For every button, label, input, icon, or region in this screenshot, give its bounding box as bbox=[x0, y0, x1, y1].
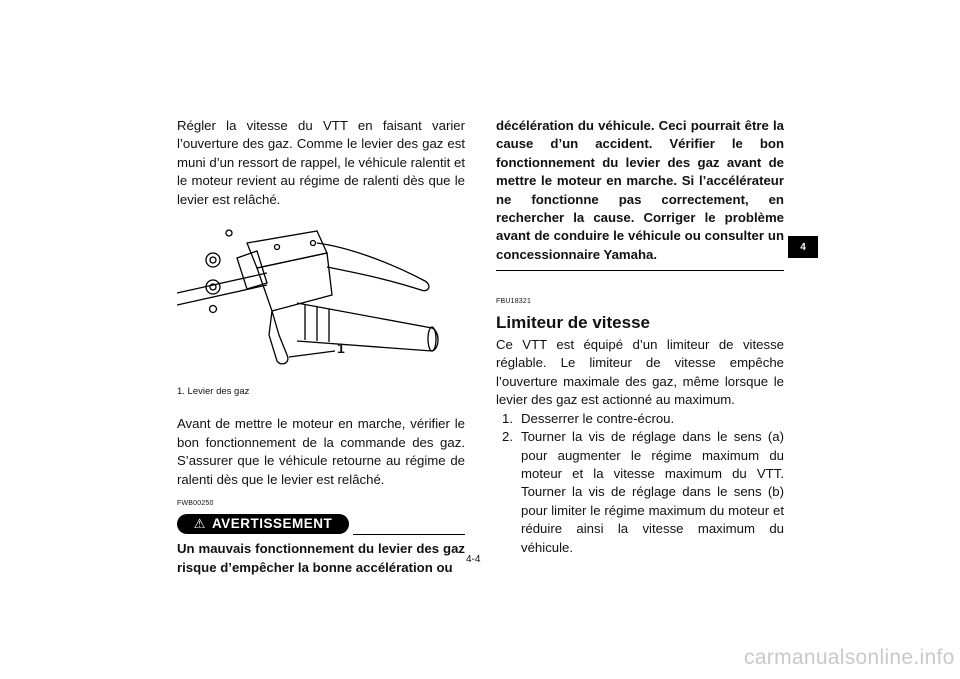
warning-end-rule bbox=[496, 270, 784, 271]
step-text: Desserrer le contre-écrou. bbox=[521, 410, 675, 426]
list-item bbox=[496, 410, 784, 428]
step-number: 1. bbox=[502, 410, 513, 426]
warning-badge bbox=[177, 514, 349, 534]
chapter-tab: 4 bbox=[788, 236, 818, 258]
step-number: 2. bbox=[502, 429, 513, 445]
page-number: 4-4 bbox=[466, 554, 481, 565]
section-title: Limiteur de vitesse bbox=[496, 312, 651, 332]
steps-list bbox=[496, 410, 784, 557]
warning-header bbox=[177, 514, 465, 536]
warning-text-continued: décélération du véhicule. Ceci pourrait être la cause d’un accident. Vérifier le bon fonctionnement du levier des gaz avant de mettre le moteur en marche. Si l’accélérateur ne fonctionne pas correctement, en rechercher la cause. Corriger le problème avant de conduire le véhicule ou consulter un concessionnaire Yamaha. bbox=[496, 118, 784, 262]
section-intro: Ce VTT est équipé d’un limiteur de vitesse réglable. Le limiteur de vitesse empêche l’ouverture maximale des gaz, même lorsque le levier des gaz est actionné au maximum. bbox=[496, 337, 784, 408]
throttle-lever-figure bbox=[177, 223, 465, 373]
figure-callout-1: 1 bbox=[337, 340, 345, 357]
section-code: FBU18321 bbox=[496, 298, 532, 306]
warning-triangle-icon: ⚠ bbox=[193, 516, 206, 532]
step-text: Tourner la vis de réglage dans le sens (a) pour augmenter le régime maximum du moteur et la vitesse maximum du VTT. Tourner la vis de réglage dans le sens (b) pour limiter le régime maximum du moteur et réduire ainsi la vitesse maximum du véhicule. bbox=[521, 429, 784, 555]
throttle-lever-illustration bbox=[177, 223, 465, 373]
figure-caption: 1. Levier des gaz bbox=[177, 386, 250, 398]
warning-text-start: Un mauvais fonctionnement du levier des gaz risque d’empêcher la bonne accélération ou bbox=[177, 541, 465, 575]
list-item bbox=[496, 428, 784, 557]
check-paragraph: Avant de mettre le moteur en marche, vérifier le bon fonctionnement de la commande des gaz. S’assurer que le véhicule retourne au régime de ralenti dès que le levier est relâché. bbox=[177, 416, 465, 487]
right-column bbox=[496, 117, 784, 557]
warning-code: FWB00250 bbox=[177, 500, 214, 508]
warning-rule bbox=[353, 534, 465, 535]
left-column bbox=[177, 117, 465, 577]
watermark: carmanualsonline.info bbox=[744, 646, 955, 669]
warning-label: AVERTISSEMENT bbox=[211, 516, 333, 532]
intro-paragraph: Régler la vitesse du VTT en faisant varier l’ouverture des gaz. Comme le levier des gaz est muni d’un ressort de rappel, le véhicule ralentit et le moteur revient au régime de ralenti dès que le levier est relâché. bbox=[177, 118, 465, 207]
